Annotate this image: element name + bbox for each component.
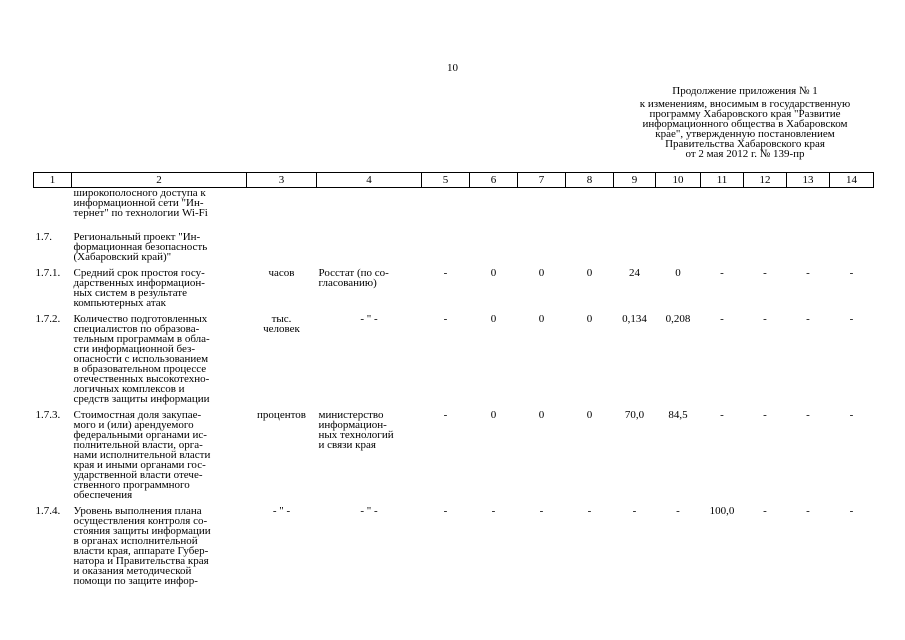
year-value [470, 188, 518, 219]
year-value: 0 [538, 267, 545, 279]
data-source [317, 314, 422, 404]
appendix-line: от 2 мая 2012 г. № 139-пр [685, 148, 805, 160]
cell-line: средств защиты информации [73, 393, 210, 405]
cell-line: процентов [257, 409, 306, 421]
cell-line: - " - [272, 505, 291, 517]
cell-line: тернет" по технологии Wi-Fi [73, 207, 208, 219]
cell-line: нами исполнительной власти [73, 449, 211, 461]
cell-line: полнительной власти, орга- [73, 439, 203, 451]
cell-line: - " - [360, 505, 378, 517]
year-value: - [849, 409, 854, 421]
cell-line: мого и (или) арендуемого [73, 419, 194, 431]
year-value: - [763, 409, 767, 421]
unit-of-measure [247, 188, 317, 219]
appendix-line: крае", утвержденную постановлением [655, 128, 835, 140]
cell-line: Росстат (по со- [318, 267, 389, 279]
table-row [34, 410, 874, 500]
year-value: 24 [629, 267, 640, 279]
cell-line: Средний срок простоя госу- [73, 267, 205, 279]
row-spacer [34, 218, 874, 232]
row-number: 1.7.2. [35, 313, 61, 325]
cell-line: специалистов по образова- [73, 323, 200, 335]
column-header: 6 [470, 173, 518, 188]
cell-line: власти края, аппарате Губер- [73, 545, 209, 557]
indicator-name [72, 314, 247, 404]
column-header: 4 [317, 173, 422, 188]
row-number: 1.7. [35, 231, 52, 243]
year-value: 0 [490, 267, 497, 279]
cell-line: гласованию) [318, 277, 377, 289]
year-value: 0 [586, 267, 593, 279]
cell-line: и оказания методической [73, 565, 192, 577]
year-value: - [720, 267, 724, 279]
column-header: 7 [518, 173, 566, 188]
column-header: 5 [422, 173, 470, 188]
year-value [518, 232, 566, 262]
cell-line: федеральными органами ис- [73, 429, 207, 441]
year-value: 0 [538, 409, 545, 421]
data-source [317, 268, 422, 308]
cell-line: стояния защиты информации [73, 525, 211, 537]
year-value: - [763, 313, 767, 325]
unit-of-measure [247, 314, 317, 404]
cell-line: помощи по защите инфор- [73, 575, 198, 587]
row-number: 1.7.4. [35, 505, 61, 517]
appendix-line: к изменениям, вносимым в государственную [639, 98, 851, 110]
year-value [518, 188, 566, 219]
year-value: - [720, 409, 724, 421]
appendix-line: Правительства Хабаровского края [665, 138, 825, 150]
unit-of-measure [247, 410, 317, 500]
unit-of-measure [247, 268, 317, 308]
cell-line: тельным программам в обла- [73, 333, 210, 345]
page-number: 10 [447, 62, 458, 74]
column-number-row [34, 173, 874, 188]
indicator-name [72, 188, 247, 219]
cell-line: дарственных информацион- [73, 277, 205, 289]
table-row [34, 188, 874, 219]
year-value: 0,208 [665, 313, 691, 325]
cell-line: информацион- [318, 419, 387, 431]
year-value: - [806, 409, 810, 421]
table-row [34, 506, 874, 586]
column-header: 2 [72, 173, 247, 188]
cell-line: ственного программного [73, 479, 190, 491]
column-header: 8 [566, 173, 614, 188]
year-value: - [720, 313, 724, 325]
data-source [317, 506, 422, 586]
year-value: 0 [675, 267, 681, 279]
year-value [422, 232, 470, 262]
year-value [787, 188, 830, 219]
appendix-header [600, 86, 890, 159]
year-value [566, 188, 614, 219]
year-value [614, 188, 656, 219]
cell-line: отечественных высокотехно- [73, 373, 210, 385]
year-value [787, 232, 830, 262]
year-value: - [676, 505, 680, 517]
cell-line: - " - [360, 313, 378, 325]
column-header: 12 [744, 173, 787, 188]
cell-line: Региональный проект "Ин- [73, 231, 201, 243]
appendix-title: Продолжение приложения № 1 [672, 85, 818, 97]
year-value [656, 232, 701, 262]
indicators-table [33, 172, 874, 586]
column-header: 3 [247, 173, 317, 188]
unit-of-measure [247, 506, 317, 586]
indicator-name [72, 268, 247, 308]
cell-line: сти информационной без- [73, 343, 195, 355]
cell-line: человек [263, 323, 300, 335]
cell-line: часов [268, 267, 295, 279]
row-number: 1.7.3. [35, 409, 61, 421]
indicator-name [72, 232, 247, 262]
year-value: 0 [586, 409, 593, 421]
column-header: 9 [614, 173, 656, 188]
cell-line: компьютерных атак [73, 297, 166, 309]
year-value: 0 [586, 313, 593, 325]
column-header: 1 [34, 173, 72, 188]
cell-line: обеспечения [73, 489, 133, 501]
year-value [566, 232, 614, 262]
column-header: 13 [787, 173, 830, 188]
year-value: 0,134 [622, 313, 647, 325]
year-value: - [632, 505, 637, 517]
year-value [422, 188, 470, 219]
year-value: - [491, 505, 496, 517]
year-value: 84,5 [668, 409, 688, 421]
cell-line: широкополосного доступа к [73, 187, 206, 199]
cell-line: Количество подготовленных [73, 313, 208, 325]
year-value: 0 [490, 409, 497, 421]
year-value: - [539, 505, 544, 517]
year-value: - [443, 313, 448, 325]
cell-line: министерство [318, 409, 384, 421]
year-value [470, 232, 518, 262]
cell-line: опасности с использованием [73, 353, 209, 365]
year-value: - [587, 505, 592, 517]
year-value [614, 232, 656, 262]
column-header: 14 [830, 173, 874, 188]
cell-line: ных систем в результате [73, 287, 187, 299]
cell-line: формационная безопасность [73, 241, 208, 253]
year-value: - [849, 505, 854, 517]
year-value: - [849, 313, 854, 325]
cell-line: в органах исполнительной [73, 535, 198, 547]
year-value [701, 232, 744, 262]
year-value: - [763, 505, 767, 517]
year-value: - [806, 267, 810, 279]
table-row [34, 268, 874, 308]
table-row [34, 314, 874, 404]
year-value [830, 232, 874, 262]
cell-line: (Хабаровский край)" [73, 251, 172, 263]
data-source [317, 188, 422, 219]
data-source [317, 232, 422, 262]
cell-line: осуществления контроля со- [73, 515, 208, 527]
table-body [34, 188, 874, 587]
unit-of-measure [247, 232, 317, 262]
cell-line: Стоимостная доля закупае- [73, 409, 202, 421]
data-source [317, 410, 422, 500]
cell-line: ных технологий [318, 429, 394, 441]
indicator-name [72, 506, 247, 586]
table-row [34, 232, 874, 262]
year-value: - [763, 267, 767, 279]
cell-line: логичных комплексов и [73, 383, 185, 395]
cell-line: Уровень выполнения плана [73, 505, 202, 517]
year-value: - [443, 409, 448, 421]
year-value: - [443, 505, 448, 517]
year-value: 0 [490, 313, 497, 325]
year-value: - [849, 267, 854, 279]
cell-line: и связи края [318, 439, 376, 451]
year-value [830, 188, 874, 219]
row-number [34, 188, 72, 219]
row-number: 1.7.1. [35, 267, 61, 279]
year-value [701, 188, 744, 219]
year-value: 100,0 [709, 505, 735, 517]
appendix-line: программу Хабаровского края "Развитие [649, 108, 841, 120]
indicator-name [72, 410, 247, 500]
cell-line: тыс. [271, 313, 292, 325]
column-header: 10 [656, 173, 701, 188]
column-header: 11 [701, 173, 744, 188]
year-value: 70,0 [624, 409, 645, 421]
cell-line: в образовательном процессе [73, 363, 207, 375]
year-value [744, 232, 787, 262]
cell-line: края и иными органами гос- [73, 459, 206, 471]
year-value: - [806, 313, 810, 325]
cell-line: ударственной власти отече- [73, 469, 203, 481]
year-value: 0 [538, 313, 545, 325]
year-value [656, 188, 701, 219]
cell-line: информационной сети "Ин- [73, 197, 204, 209]
appendix-line: информационного общества в Хабаровском [642, 118, 848, 130]
year-value: - [806, 505, 810, 517]
year-value: - [443, 267, 448, 279]
cell-line: натора и Правительства края [73, 555, 209, 567]
year-value [744, 188, 787, 219]
